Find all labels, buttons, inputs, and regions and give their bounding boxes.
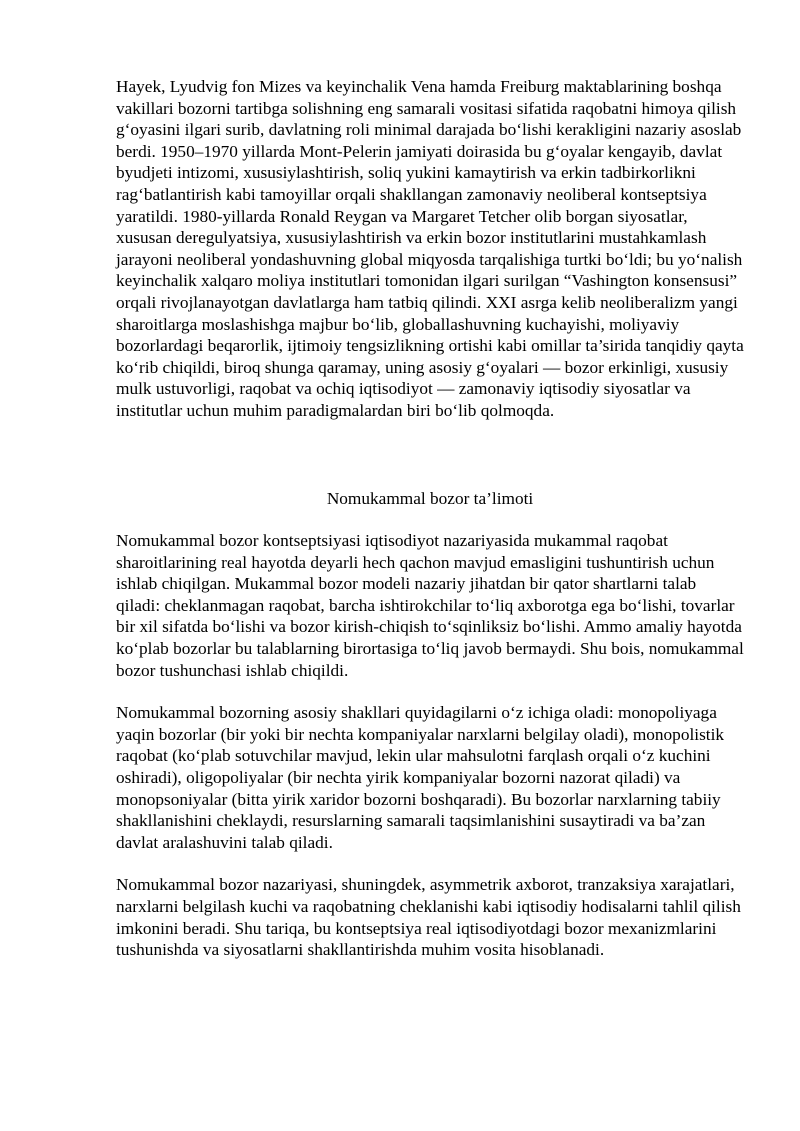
document-page [116, 76, 744, 961]
paragraph-imperfect-market-theory: Nomukammal bozor nazariyasi, shuningdek, asymmetrik axborot, tranzaksiya xarajatlari, narxlarni belgilash kuchi va raqobatning cheklanishi kabi iqtisodiy hodisalarni tahlil qilish imkonini beradi. Shu tariqa, bu kontseptsiya real iqtisodiyotdagi bozor mexanizmlarini tushunishda va siyosatlarni shakllantirishda muhim vosita hisoblanadi. [116, 875, 741, 960]
paragraph-imperfect-market-forms: Nomukammal bozorning asosiy shakllari quyidagilarni o‘z ichiga oladi: monopoliyaga yaqin bozorlar (bir yoki bir nechta kompaniyalar narxlarni belgilay oladi), monopolistik raqobat (ko‘plab sotuvchilar mavjud, lekin ular mahsulotni farqlash orqali o‘z kuchini oshiradi), oligopoliyalar (bir nechta yirik kompaniyalar bozorni nazorat qiladi) va monopsoniyalar (bitta yirik xaridor bozorni boshqaradi). Bu bozorlar narxlarning tabiiy shakllanishini cheklaydi, resurslarning samarali taqsimlanishini susaytiradi va ba’zan davlat aralashuvini talab qiladi. [116, 703, 725, 852]
section-heading: Nomukammal bozor ta’limoti [326, 488, 534, 508]
paragraph-neoliberalism: Hayek, Lyudvig fon Mizes va keyinchalik Vena hamda Freiburg maktablarining boshqa vakillari bozorni tartibga solishning eng samarali vositasi sifatida raqobatni himoya qilish g‘oyasini ilgari surib, davlatning roli minimal darajada bo‘lishi kerakligini nazariy asoslab berdi. 1950–1970 yillarda Mont-Pelerin jamiyati doirasida bu g‘oyalar kengayib, davlat byudjeti intizomi, xususiylashtirish, soliq yukini kamaytirish va erkin tadbirkorlikni rag‘batlantirish kabi tamoyillar orqali shakllangan zamonaviy neoliberal kontseptsiya yaratildi. 1980-yillarda Ronald Reygan va Margaret Tetcher olib borgan siyosatlar, xususan deregulyatsiya, xususiylashtirish va erkin bozor institutlarini mustahkamlash jarayoni neoliberal yondashuvning global miqyosda tarqalishiga turtki bo‘ldi; bu yo‘nalish keyinchalik xalqaro moliya institutlari tomonidan ilgari surilgan “Vashington konsensusi” orqali rivojlanayotgan davlatlarga ham tatbiq qilindi. XXI asrga kelib neoliberalizm yangi sharoitlarga moslashishga majbur bo‘lib, globallashuvning kuchayishi, moliyaviy bozorlardagi beqarorlik, ijtimoiy tengsizlikning ortishi kabi omillar ta’sirida tanqidiy qayta ko‘rib chiqildi, biroq shunga qaramay, uning asosiy g‘oyalari — bozor erkinligi, xususiy mulk ustuvorligi, raqobat va ochiq iqtisodiyot — zamonaviy iqtisodiy siyosatlar va institutlar uchun muhim paradigmalardan biri bo‘lib qolmoqda. [116, 77, 744, 420]
paragraph-imperfect-market-concept: Nomukammal bozor kontseptsiyasi iqtisodiyot nazariyasida mukammal raqobat sharoitlarining real hayotda deyarli hech qachon mavjud emasligini tushuntirish uchun ishlab chiqilgan. Mukammal bozor modeli nazariy jihatdan bir qator shartlarni talab qiladi: cheklanmagan raqobat, barcha ishtirokchilar to‘liq axborotga ega bo‘lishi, tovarlar bir xil sifatda bo‘lishi va bozor kirish-chiqish to‘sqinliksiz bo‘lishi. Ammo amaliy hayotda ko‘plab bozorlar bu talablarning birortasiga to‘liq javob bermaydi. Shu bois, nomukammal bozor tushunchasi ishlab chiqildi. [116, 531, 744, 680]
